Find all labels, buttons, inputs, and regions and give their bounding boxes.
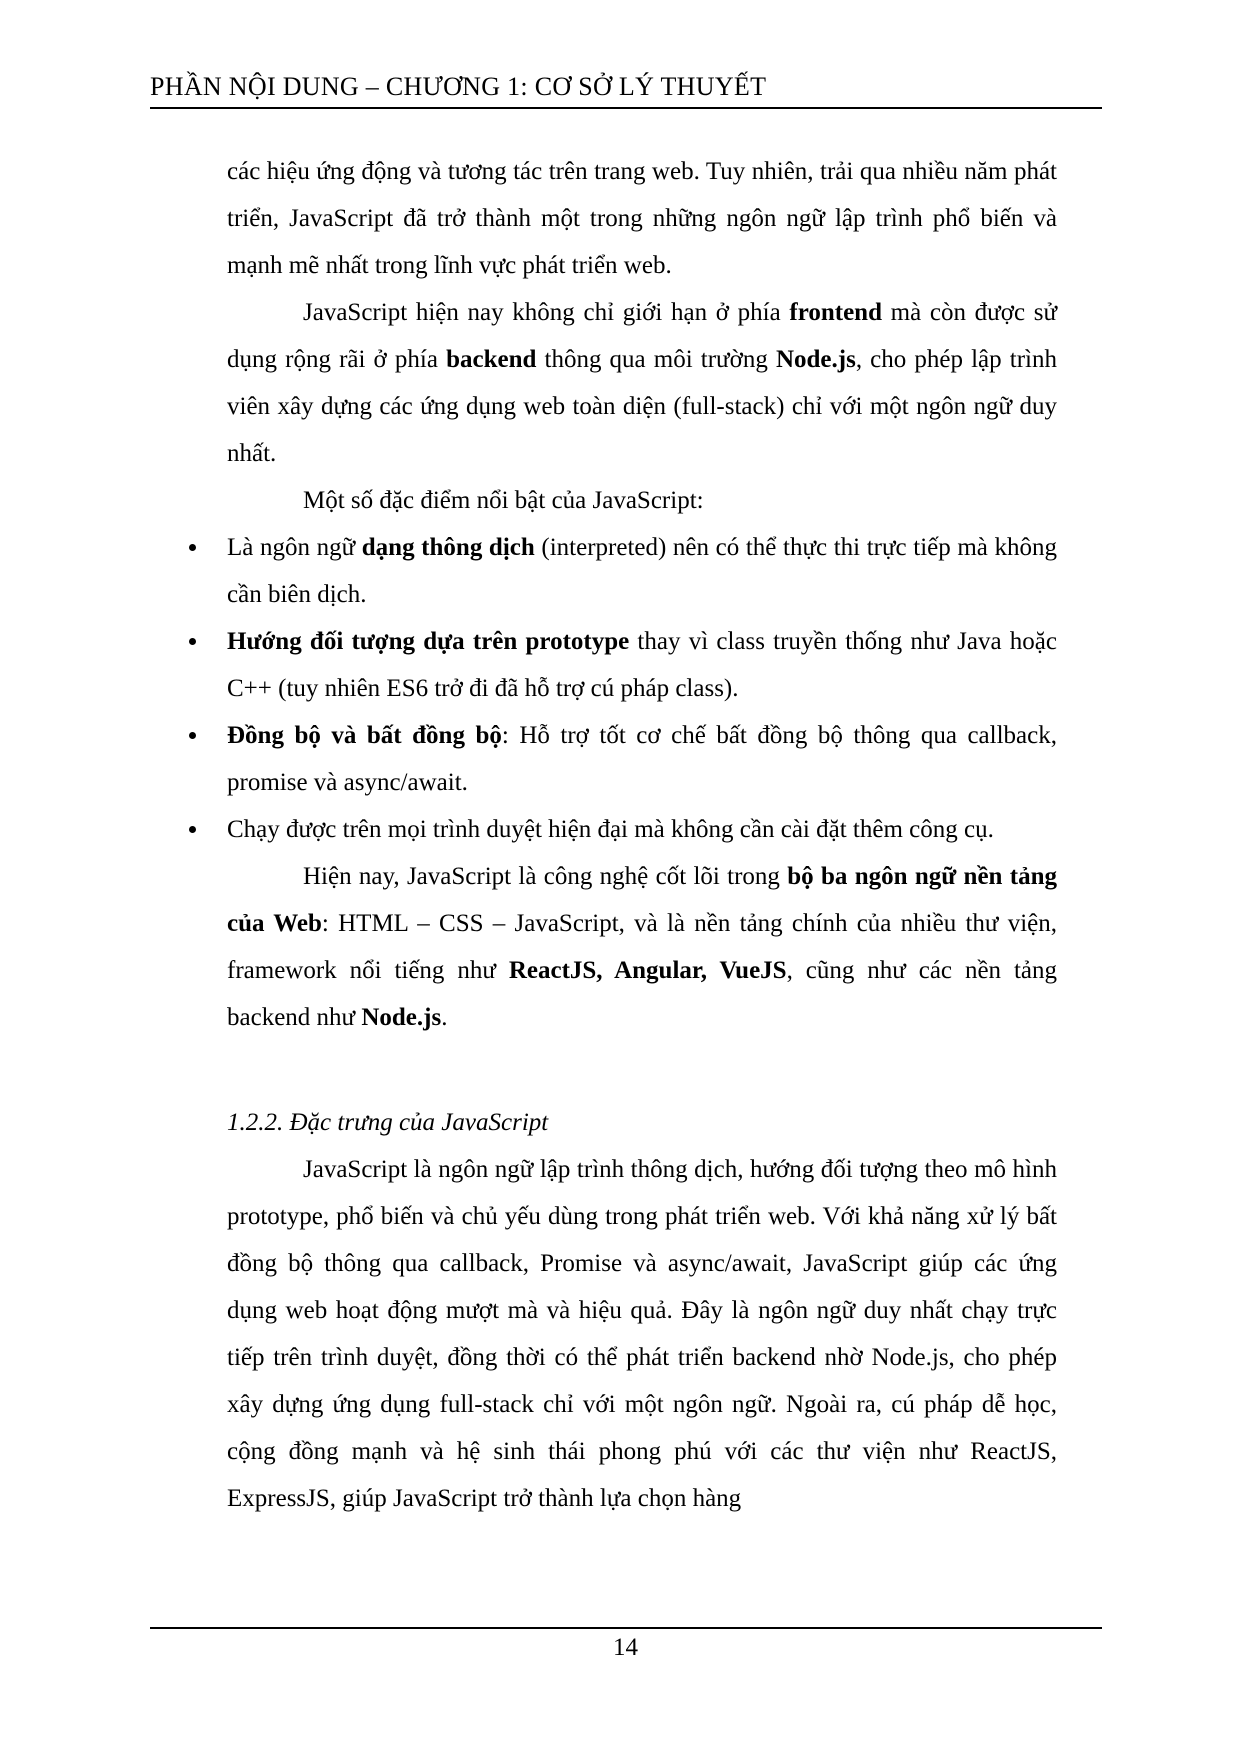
bold-term: Đồng bộ và bất đồng bộ: [227, 722, 502, 749]
section-spacer: [227, 1041, 1057, 1099]
text-run: : Hỗ trợ tốt cơ chế bất đồng bộ thông qua callback, promise và async/await.: [227, 722, 1057, 796]
text-run: thông qua môi trường: [536, 346, 776, 373]
paragraph-web-platform: [227, 853, 1057, 1041]
paragraph-intro-continued: các hiệu ứng động và tương tác trên trang web. Tuy nhiên, trải qua nhiều năm phát triển, JavaScript đã trở thành một trong những ngôn ngữ lập trình phổ biến và mạnh mẽ nhất trong lĩnh vực phát triển web.: [227, 158, 1057, 279]
bold-term-nodejs: Node.js: [775, 346, 856, 373]
bold-term: bộ ba ngôn ngữ nền tảng của Web: [227, 863, 1057, 937]
text-run: JavaScript hiện nay không chỉ giới hạn ở phía: [303, 299, 790, 326]
text-run: , cũng như các nền tảng backend như: [227, 957, 1058, 1031]
header-divider: [150, 107, 1102, 109]
footer-divider: [150, 1627, 1102, 1629]
bullet-icon: [189, 732, 196, 739]
text-run: Là ngôn ngữ: [227, 534, 362, 561]
bullet-icon: [189, 638, 196, 645]
paragraph-features-intro: Một số đặc điểm nổi bật của JavaScript:: [303, 487, 704, 514]
page-body: [227, 148, 1057, 1522]
bold-term: ReactJS, Angular, VueJS: [508, 957, 787, 984]
text-run: .: [441, 1004, 448, 1031]
text-run: Chạy được trên mọi trình duyệt hiện đại mà không cần cài đặt thêm công cụ.: [227, 816, 994, 843]
section-heading: 1.2.2. Đặc trưng của JavaScript: [227, 1109, 549, 1136]
bold-term: dạng thông dịch: [361, 534, 535, 561]
bullet-icon: [189, 826, 196, 833]
paragraph-section-body: JavaScript là ngôn ngữ lập trình thông dịch, hướng đối tượng theo mô hình prototype, phổ biến và chủ yếu dùng trong phát triển web. Với khả năng xử lý bất đồng bộ thông qua callback, Promise và async/await, JavaScript giúp các ứng dụng web hoạt động mượt mà và hiệu quả. Đây là ngôn ngữ duy nhất chạy trực tiếp trên trình duyệt, đồng thời có thể phát triển backend nhờ Node.js, cho phép xây dựng ứng dụng full-stack chỉ với một ngôn ngữ. Ngoài ra, cú pháp dễ học, cộng đồng mạnh và hệ sinh thái phong phú với các thư viện như ReactJS, ExpressJS, giúp JavaScript trở thành lựa chọn hàng: [227, 1156, 1057, 1512]
list-item: [227, 806, 1057, 853]
text-run: thay vì class truyền thống như Java hoặc C++ (tuy nhiên ES6 trở đi đã hỗ trợ cú pháp class).: [227, 628, 1057, 702]
bold-term-backend: backend: [446, 346, 537, 373]
list-item: [227, 524, 1057, 618]
text-run: (interpreted) nên có thể thực thi trực tiếp mà không cần biên dịch.: [227, 534, 1057, 608]
bold-term-frontend: frontend: [789, 299, 882, 326]
text-run: : HTML – CSS – JavaScript, và là nền tảng chính của nhiều thư viện, framework nổi tiếng như: [227, 910, 1057, 984]
bold-term: Hướng đối tượng dựa trên prototype: [227, 628, 630, 655]
bullet-icon: [189, 544, 196, 551]
feature-list: [227, 524, 1057, 853]
paragraph-frontend-backend: [227, 289, 1057, 477]
bold-term: Node.js: [361, 1004, 442, 1031]
page-number: 14: [613, 1634, 638, 1661]
list-item: [227, 712, 1057, 806]
text-run: Hiện nay, JavaScript là công nghệ cốt lõi trong: [303, 863, 788, 890]
list-item: [227, 618, 1057, 712]
page-header: PHẦN NỘI DUNG – CHƯƠNG 1: CƠ SỞ LÝ THUYẾT: [150, 72, 767, 101]
text-run: mà còn được sử dụng rộng rãi ở phía: [227, 299, 1057, 373]
text-run: , cho phép lập trình viên xây dựng các ứng dụng web toàn diện (full-stack) chỉ với một ngôn ngữ duy nhất.: [227, 346, 1057, 467]
